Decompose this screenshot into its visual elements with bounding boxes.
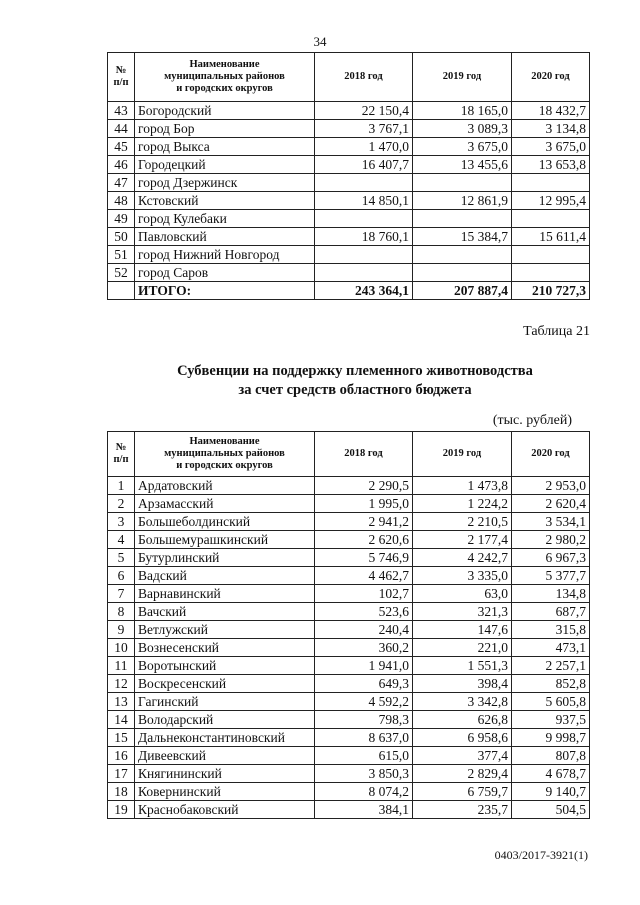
header-name: Наименование муниципальных районов и городских округов	[135, 53, 315, 102]
cell-2019: 15 384,7	[413, 228, 512, 246]
cell-2020: 9 998,7	[512, 729, 590, 747]
total-2020: 210 727,3	[512, 282, 590, 300]
table-header-row	[108, 432, 590, 477]
page-number: 34	[313, 34, 327, 49]
cell-2020: 2 620,4	[512, 495, 590, 513]
cell-name: Ковернинский	[135, 783, 315, 801]
cell-2020	[512, 246, 590, 264]
header-2018: 2018 год	[315, 53, 413, 102]
cell-2018: 18 760,1	[315, 228, 413, 246]
cell-2018: 102,7	[315, 585, 413, 603]
table-row	[108, 657, 590, 675]
cell-2018	[315, 174, 413, 192]
cell-2018: 240,4	[315, 621, 413, 639]
cell-2018: 8 637,0	[315, 729, 413, 747]
cell-2020: 504,5	[512, 801, 590, 819]
cell-2019: 1 224,2	[413, 495, 512, 513]
table-row	[108, 729, 590, 747]
cell-name: Ветлужский	[135, 621, 315, 639]
cell-number: 6	[108, 567, 135, 585]
cell-name: Варнавинский	[135, 585, 315, 603]
header-2019: 2019 год	[413, 53, 512, 102]
table-row	[108, 495, 590, 513]
table-row	[108, 246, 590, 264]
table-row	[108, 174, 590, 192]
table-row	[108, 120, 590, 138]
cell-number: 50	[108, 228, 135, 246]
table-row	[108, 531, 590, 549]
cell-2018: 22 150,4	[315, 102, 413, 120]
cell-2018: 4 592,2	[315, 693, 413, 711]
table-row	[108, 801, 590, 819]
table-row	[108, 603, 590, 621]
cell-name: Воротынский	[135, 657, 315, 675]
cell-2019: 2 177,4	[413, 531, 512, 549]
header-number: № п/п	[108, 432, 135, 477]
table-row	[108, 210, 590, 228]
cell-2020	[512, 174, 590, 192]
cell-2018: 2 620,6	[315, 531, 413, 549]
section-title	[0, 362, 640, 400]
cell-name: Володарский	[135, 711, 315, 729]
cell-2018: 1 470,0	[315, 138, 413, 156]
cell-name: город Нижний Новгород	[135, 246, 315, 264]
cell-2020: 2 953,0	[512, 477, 590, 495]
cell-2019: 1 551,3	[413, 657, 512, 675]
table-row	[108, 711, 590, 729]
table-row	[108, 783, 590, 801]
cell-2018: 360,2	[315, 639, 413, 657]
cell-2019: 221,0	[413, 639, 512, 657]
cell-name: Павловский	[135, 228, 315, 246]
header-2020: 2020 год	[512, 432, 590, 477]
cell-2019	[413, 246, 512, 264]
cell-2020: 15 611,4	[512, 228, 590, 246]
cell-2018: 16 407,7	[315, 156, 413, 174]
cell-2020: 134,8	[512, 585, 590, 603]
total-2018: 243 364,1	[315, 282, 413, 300]
cell-2020: 852,8	[512, 675, 590, 693]
cell-2018: 2 941,2	[315, 513, 413, 531]
cell-2020	[512, 264, 590, 282]
cell-name: Дивеевский	[135, 747, 315, 765]
cell-2019: 1 473,8	[413, 477, 512, 495]
cell-2019: 377,4	[413, 747, 512, 765]
cell-2019	[413, 174, 512, 192]
cell-2020: 5 605,8	[512, 693, 590, 711]
cell-2019: 6 958,6	[413, 729, 512, 747]
cell-name: город Выкса	[135, 138, 315, 156]
section-title-line2: за счет средств областного бюджета	[238, 382, 472, 398]
cell-name: Большеболдинский	[135, 513, 315, 531]
cell-number: 10	[108, 639, 135, 657]
cell-2020: 5 377,7	[512, 567, 590, 585]
cell-2020: 473,1	[512, 639, 590, 657]
table-row	[108, 675, 590, 693]
cell-2019: 3 335,0	[413, 567, 512, 585]
cell-number: 5	[108, 549, 135, 567]
cell-2018: 649,3	[315, 675, 413, 693]
cell-2020: 4 678,7	[512, 765, 590, 783]
cell-name: Богородский	[135, 102, 315, 120]
cell-name: Вознесенский	[135, 639, 315, 657]
cell-2020: 6 967,3	[512, 549, 590, 567]
cell-number: 1	[108, 477, 135, 495]
cell-name: город Саров	[135, 264, 315, 282]
cell-number: 47	[108, 174, 135, 192]
cell-2019	[413, 210, 512, 228]
total-label: ИТОГО:	[135, 282, 315, 300]
table-breeding-subsidies	[107, 431, 590, 819]
cell-name: Арзамасский	[135, 495, 315, 513]
total-2019: 207 887,4	[413, 282, 512, 300]
table-row	[108, 585, 590, 603]
table-row	[108, 138, 590, 156]
cell-name: Гагинский	[135, 693, 315, 711]
cell-2018: 3 767,1	[315, 120, 413, 138]
cell-2019: 4 242,7	[413, 549, 512, 567]
table-row	[108, 549, 590, 567]
cell-2018: 8 074,2	[315, 783, 413, 801]
cell-2019: 2 829,4	[413, 765, 512, 783]
cell-2020: 2 257,1	[512, 657, 590, 675]
cell-name: Дальнеконстантиновский	[135, 729, 315, 747]
cell-number: 46	[108, 156, 135, 174]
total-row	[108, 282, 590, 300]
cell-2019: 6 759,7	[413, 783, 512, 801]
header-2020: 2020 год	[512, 53, 590, 102]
cell-2020: 937,5	[512, 711, 590, 729]
cell-2019: 13 455,6	[413, 156, 512, 174]
cell-2018: 523,6	[315, 603, 413, 621]
table-row	[108, 765, 590, 783]
cell-2019: 3 342,8	[413, 693, 512, 711]
cell-name: Княгининский	[135, 765, 315, 783]
cell-empty	[108, 282, 135, 300]
header-number: № п/п	[108, 53, 135, 102]
cell-name: Большемурашкинский	[135, 531, 315, 549]
cell-number: 52	[108, 264, 135, 282]
table-row	[108, 693, 590, 711]
section-title-line1: Субвенции на поддержку племенного животноводства	[177, 363, 533, 379]
cell-number: 8	[108, 603, 135, 621]
cell-name: Краснобаковский	[135, 801, 315, 819]
cell-2020: 2 980,2	[512, 531, 590, 549]
cell-number: 7	[108, 585, 135, 603]
table-row	[108, 228, 590, 246]
cell-number: 16	[108, 747, 135, 765]
cell-name: Ардатовский	[135, 477, 315, 495]
cell-name: Кстовский	[135, 192, 315, 210]
cell-2019: 321,3	[413, 603, 512, 621]
cell-2018: 14 850,1	[315, 192, 413, 210]
table-row	[108, 513, 590, 531]
cell-2020: 3 675,0	[512, 138, 590, 156]
table-label: Таблица 21	[523, 324, 590, 339]
header-2018: 2018 год	[315, 432, 413, 477]
cell-2018: 384,1	[315, 801, 413, 819]
cell-2019: 147,6	[413, 621, 512, 639]
cell-2018: 2 290,5	[315, 477, 413, 495]
cell-2018: 798,3	[315, 711, 413, 729]
table-row	[108, 192, 590, 210]
cell-2018: 1 995,0	[315, 495, 413, 513]
cell-2020: 807,8	[512, 747, 590, 765]
cell-number: 12	[108, 675, 135, 693]
cell-number: 45	[108, 138, 135, 156]
cell-2019: 235,7	[413, 801, 512, 819]
cell-number: 15	[108, 729, 135, 747]
cell-2020: 13 653,8	[512, 156, 590, 174]
document-code: 0403/2017-3921(1)	[494, 848, 588, 862]
table-row	[108, 477, 590, 495]
cell-number: 14	[108, 711, 135, 729]
cell-2018: 615,0	[315, 747, 413, 765]
cell-name: Городецкий	[135, 156, 315, 174]
cell-2018: 3 850,3	[315, 765, 413, 783]
header-2019: 2019 год	[413, 432, 512, 477]
cell-2018	[315, 210, 413, 228]
cell-2020: 9 140,7	[512, 783, 590, 801]
cell-2020	[512, 210, 590, 228]
cell-2019: 398,4	[413, 675, 512, 693]
cell-number: 13	[108, 693, 135, 711]
cell-number: 3	[108, 513, 135, 531]
cell-2019: 18 165,0	[413, 102, 512, 120]
cell-number: 18	[108, 783, 135, 801]
table-header-row	[108, 53, 590, 102]
cell-2020: 315,8	[512, 621, 590, 639]
table-2020-municipal-part	[107, 52, 590, 300]
table-row	[108, 747, 590, 765]
table-row	[108, 102, 590, 120]
cell-name: Вадский	[135, 567, 315, 585]
cell-number: 9	[108, 621, 135, 639]
cell-name: Воскресенский	[135, 675, 315, 693]
cell-2018: 1 941,0	[315, 657, 413, 675]
cell-2019: 12 861,9	[413, 192, 512, 210]
table-row	[108, 156, 590, 174]
cell-name: город Бор	[135, 120, 315, 138]
cell-number: 11	[108, 657, 135, 675]
cell-2018	[315, 264, 413, 282]
cell-2019: 3 675,0	[413, 138, 512, 156]
cell-2020: 3 134,8	[512, 120, 590, 138]
table-row	[108, 621, 590, 639]
units-note: (тыс. рублей)	[492, 413, 572, 428]
cell-name: город Дзержинск	[135, 174, 315, 192]
cell-2019: 3 089,3	[413, 120, 512, 138]
cell-2019: 63,0	[413, 585, 512, 603]
cell-2020: 3 534,1	[512, 513, 590, 531]
cell-number: 19	[108, 801, 135, 819]
cell-2018: 4 462,7	[315, 567, 413, 585]
table-row	[108, 639, 590, 657]
cell-number: 44	[108, 120, 135, 138]
cell-number: 48	[108, 192, 135, 210]
cell-number: 51	[108, 246, 135, 264]
cell-2018: 5 746,9	[315, 549, 413, 567]
cell-2019: 2 210,5	[413, 513, 512, 531]
cell-number: 17	[108, 765, 135, 783]
cell-name: Бутурлинский	[135, 549, 315, 567]
cell-2020: 12 995,4	[512, 192, 590, 210]
cell-number: 49	[108, 210, 135, 228]
cell-2019: 626,8	[413, 711, 512, 729]
cell-number: 2	[108, 495, 135, 513]
cell-name: город Кулебаки	[135, 210, 315, 228]
cell-number: 4	[108, 531, 135, 549]
header-name: Наименование муниципальных районов и городских округов	[135, 432, 315, 477]
cell-2020: 687,7	[512, 603, 590, 621]
cell-number: 43	[108, 102, 135, 120]
cell-2020: 18 432,7	[512, 102, 590, 120]
cell-2018	[315, 246, 413, 264]
cell-name: Вачский	[135, 603, 315, 621]
table-row	[108, 567, 590, 585]
table-row	[108, 264, 590, 282]
cell-2019	[413, 264, 512, 282]
